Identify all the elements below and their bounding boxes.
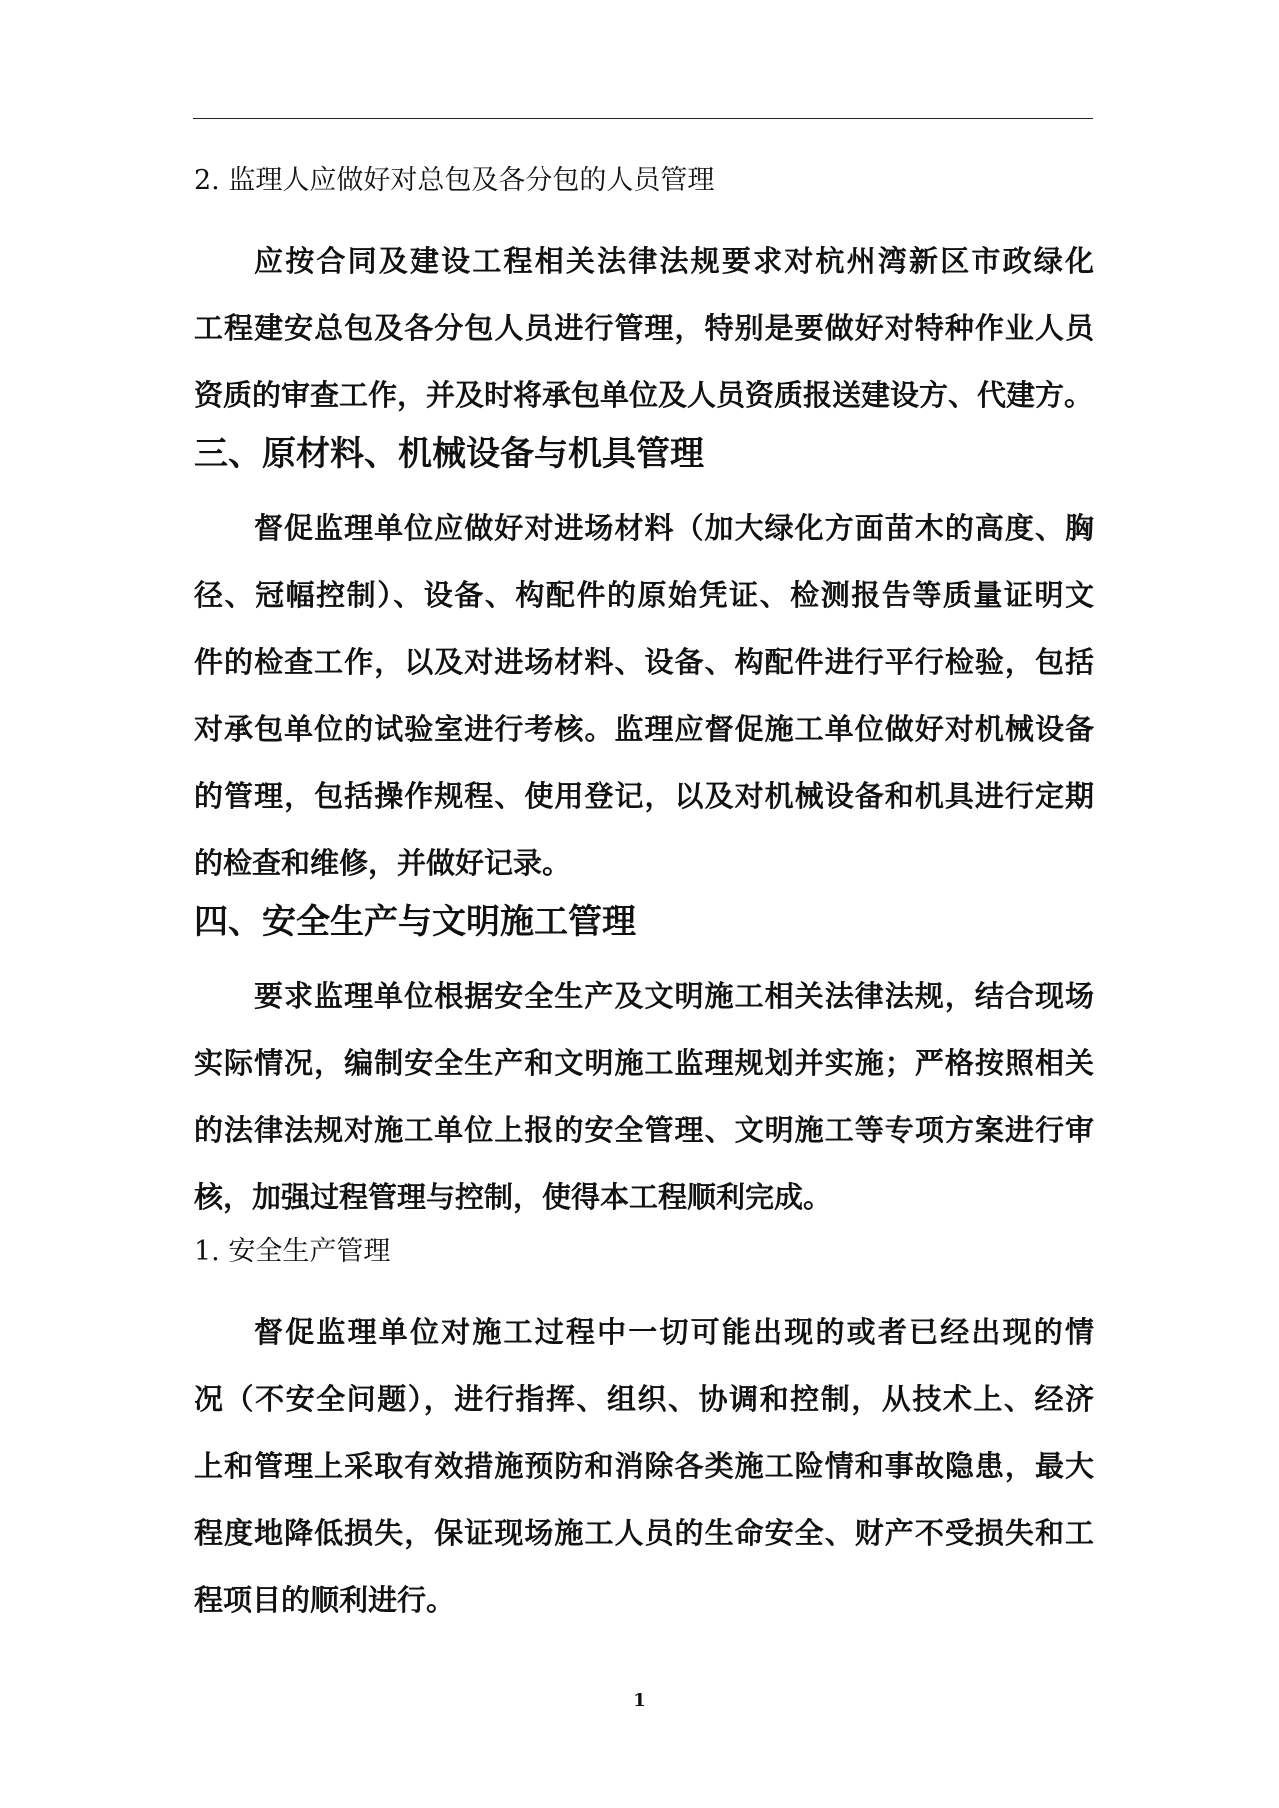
header-rule (193, 118, 1093, 119)
paragraph-line: 要求监理单位根据安全生产及文明施工相关法律法规，结合现场 (254, 979, 1094, 1013)
paragraph-line: 的检查和维修，并做好记录。 (194, 846, 572, 880)
paragraph (194, 228, 1094, 429)
paragraph-line: 件的检查工作，以及对进场材料、设备、构配件进行平行检验，包括 (194, 645, 1094, 679)
paragraph-line: 实际情况，编制安全生产和文明施工监理规划并实施；严格按照相关 (194, 1046, 1094, 1080)
paragraph-line: 程度地降低损失，保证现场施工人员的生命安全、财产不受损失和工 (194, 1516, 1094, 1550)
paragraph-line: 应按合同及建设工程相关法律法规要求对杭州湾新区市政绿化 (254, 244, 1094, 278)
paragraph-line: 核，加强过程管理与控制，使得本工程顺利完成。 (194, 1180, 833, 1214)
section-heading: 三、原材料、机械设备与机具管理 (194, 434, 704, 474)
paragraph-line: 程项目的顺利进行。 (194, 1583, 456, 1617)
section-subheading: 2. 监理人应做好对总包及各分包的人员管理 (194, 165, 715, 196)
section-subheading: 1. 安全生产管理 (194, 1236, 391, 1267)
paragraph-line: 径、冠幅控制）、设备、构配件的原始凭证、检测报告等质量证明文 (194, 578, 1094, 612)
paragraph (194, 495, 1094, 897)
paragraph-line: 督促监理单位应做好对进场材料（加大绿化方面苗木的高度、胸 (254, 511, 1094, 545)
paragraph-line: 工程建安总包及各分包人员进行管理，特别是要做好对特种作业人员 (194, 311, 1094, 345)
paragraph-line: 资质的审查工作，并及时将承包单位及人员资质报送建设方、代建方。 (194, 378, 1094, 412)
paragraph (194, 1299, 1094, 1634)
paragraph-line: 的法律法规对施工单位上报的安全管理、文明施工等专项方案进行审 (194, 1113, 1094, 1147)
page-number: 1 (633, 1690, 646, 1711)
paragraph-line: 上和管理上采取有效措施预防和消除各类施工险情和事故隐患，最大 (194, 1449, 1094, 1483)
paragraph-line: 的管理，包括操作规程、使用登记，以及对机械设备和机具进行定期 (194, 779, 1094, 813)
paragraph-line: 况（不安全问题），进行指挥、组织、协调和控制，从技术上、经济 (194, 1382, 1094, 1416)
paragraph (194, 963, 1094, 1231)
paragraph-line: 对承包单位的试验室进行考核。监理应督促施工单位做好对机械设备 (194, 712, 1094, 746)
paragraph-line: 督促监理单位对施工过程中一切可能出现的或者已经出现的情 (254, 1315, 1094, 1349)
document-body (194, 160, 1094, 1634)
section-heading: 四、安全生产与文明施工管理 (194, 902, 636, 942)
